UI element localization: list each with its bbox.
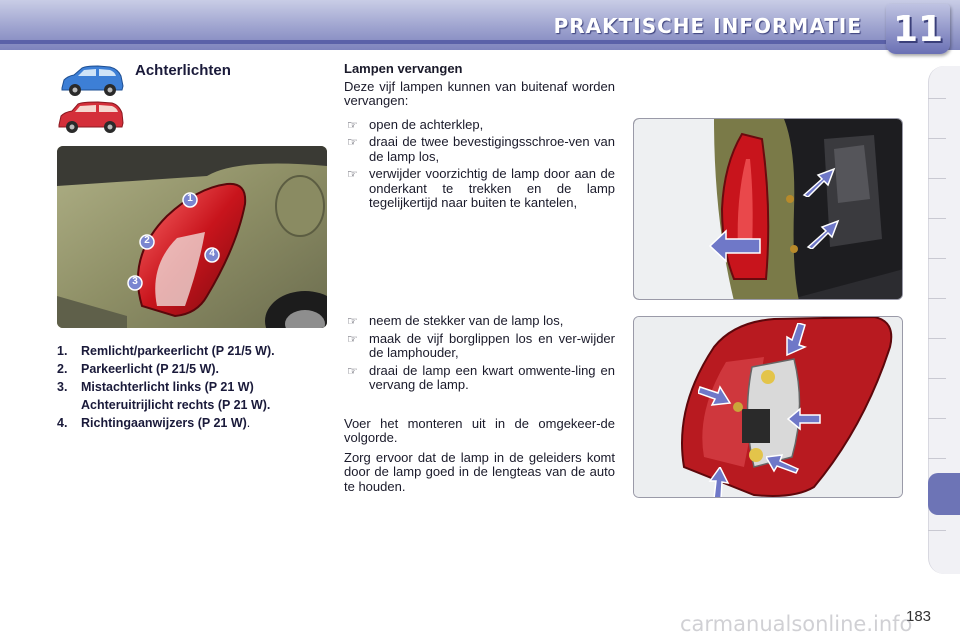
pointing-hand-icon: ☞ [347, 135, 358, 149]
list-item [344, 135, 615, 164]
index-tick [928, 258, 946, 259]
arrow-lip-icon [766, 451, 800, 475]
section-title: Achterlichten [135, 62, 231, 79]
step-text: verwijder voorzichtig de lamp door aan de onderkant te trekken en de lamp tegelijkertijd naar buiten te kantelen, [369, 166, 615, 210]
legend-item [57, 378, 327, 396]
outro-paragraph: Zorg ervoor dat de lamp in de geleiders komt door de lamp goed in de lengteas van de auto te houden. [344, 449, 615, 494]
index-tick [928, 138, 946, 139]
step-text: maak de vijf borglippen los en ver-wijder de lamphouder, [369, 330, 615, 360]
callout-badge [182, 192, 198, 213]
lamp-legend [57, 342, 327, 432]
arrow-screw-icon [806, 219, 840, 249]
legend-number: 2. [57, 362, 68, 376]
pointing-hand-icon: ☞ [347, 117, 358, 132]
car-hatchback-blue-icon [58, 64, 126, 98]
callout-label: 4 [209, 248, 215, 259]
watermark: carmanualsonline.info [680, 612, 913, 636]
arrow-lip-icon [706, 467, 730, 498]
legend-text: Richtingaanwijzers (P 21 W) [81, 416, 247, 430]
legend-text: Parkeerlicht (P 21/5 W). [81, 362, 220, 376]
index-tick [928, 418, 946, 419]
legend-number: 1. [57, 344, 68, 358]
legend-number: 3. [57, 380, 68, 394]
callout-label: 2 [144, 235, 150, 246]
pointing-hand-icon: ☞ [347, 314, 358, 328]
header-rule [0, 40, 890, 44]
pointing-hand-icon: ☞ [347, 167, 358, 181]
callout-badge [139, 234, 155, 255]
rear-light-illustration [57, 146, 327, 328]
legend-number: 4. [57, 416, 68, 430]
index-tick [928, 378, 946, 379]
step-text: draai de twee bevestigingsschroe-ven van de lamp los, [369, 134, 615, 164]
index-tick [928, 530, 946, 531]
active-chapter-tab[interactable] [928, 473, 960, 515]
instructions-bottom [344, 314, 615, 494]
arrow-lip-icon [698, 383, 732, 409]
lamp-holder-photo [633, 316, 903, 498]
index-tick [928, 458, 946, 459]
chapter-number: 11 [892, 9, 944, 50]
boot-open-photo [633, 118, 903, 300]
list-item [344, 332, 615, 361]
index-tick [928, 218, 946, 219]
steps-list-a [344, 118, 615, 211]
rear-light-photo [57, 146, 327, 328]
instructions-top [344, 62, 615, 214]
index-tick [928, 98, 946, 99]
arrow-screw-icon [802, 167, 836, 197]
outro-paragraph: Voer het monteren uit in de omgekeer-de volgorde. [344, 415, 615, 445]
callout-label: 1 [187, 193, 193, 204]
arrow-pull-out-icon [708, 229, 762, 263]
index-tick [928, 298, 946, 299]
legend-continuation: Achteruitrijlicht rechts (P 21 W). [81, 398, 271, 412]
intro-paragraph: Deze vijf lampen kunnen van buitenaf worden vervangen: [344, 78, 615, 108]
page-number: 183 [906, 608, 932, 625]
step-text: draai de lamp een kwart omwente-ling en vervang de lamp. [369, 362, 615, 392]
subheading: Lampen vervangen [344, 61, 463, 76]
pointing-hand-icon: ☞ [347, 363, 358, 378]
step-text: open de achterklep, [369, 116, 484, 132]
legend-text: Mistachterlicht links (P 21 W) [81, 380, 254, 394]
index-tick [928, 178, 946, 179]
legend-item [57, 360, 327, 378]
callout-badge [204, 247, 220, 268]
steps-list-b [344, 314, 615, 393]
chapter-tab[interactable] [886, 4, 950, 54]
legend-item [57, 342, 327, 360]
car-mpv-red-icon [56, 101, 126, 135]
arrow-lip-icon [786, 407, 822, 431]
step-text: neem de stekker van de lamp los, [369, 313, 564, 328]
list-item [344, 364, 615, 393]
list-item [344, 118, 615, 133]
list-item [344, 167, 615, 211]
legend-text: Remlicht/parkeerlicht (P 21/5 W). [81, 344, 275, 358]
arrow-lip-icon [779, 323, 807, 357]
legend-item [57, 414, 327, 432]
index-tick [928, 338, 946, 339]
list-item [344, 314, 615, 329]
boot-illustration [634, 119, 903, 300]
pointing-hand-icon: ☞ [347, 331, 358, 346]
legend-suffix: . [246, 416, 251, 430]
chapter-title: PRAKTISCHE INFORMATIE [553, 14, 862, 38]
callout-badge [127, 275, 143, 296]
callout-label: 3 [132, 276, 138, 287]
